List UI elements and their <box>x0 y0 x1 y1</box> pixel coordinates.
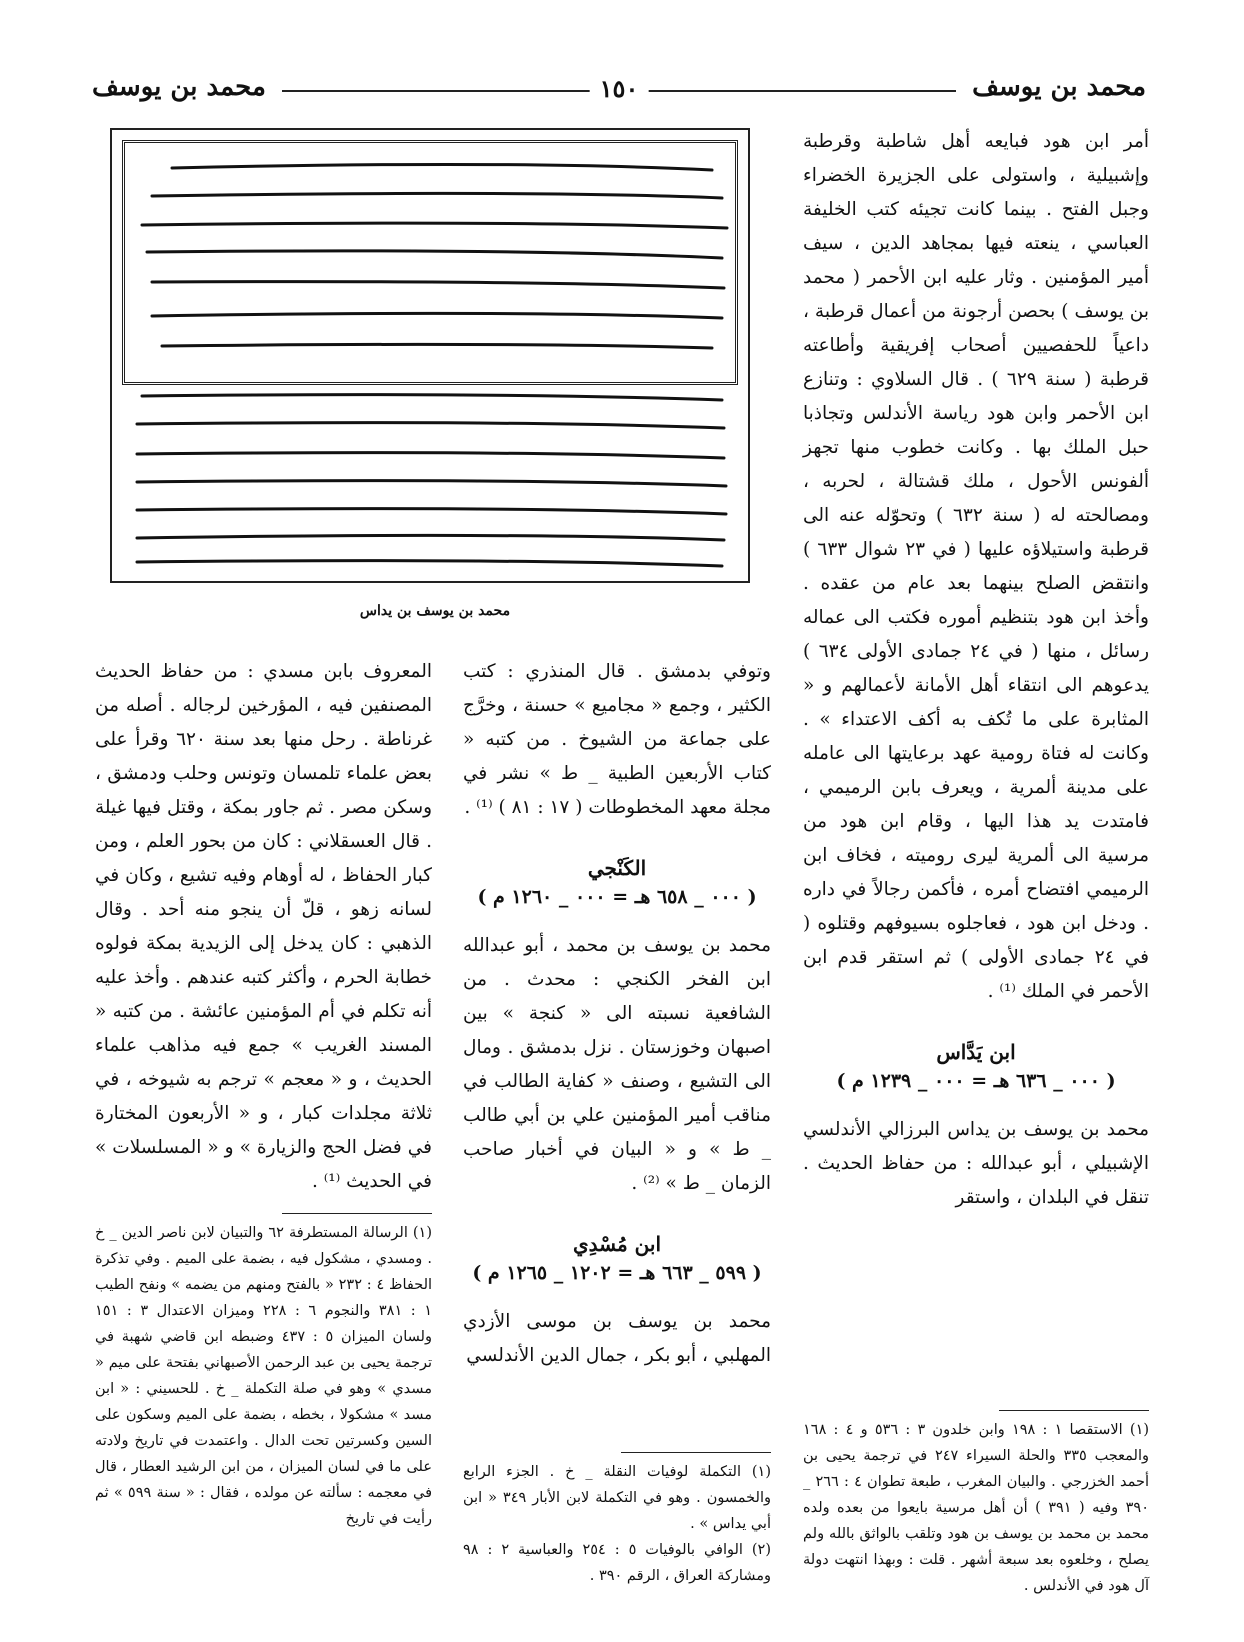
column-left <box>95 655 432 1199</box>
image-caption: محمد بن يوسف بن يداس <box>359 603 511 619</box>
body-text: وتوفي بدمشق . قال المنذري : كتب الكثير ، وجمع « مجاميع » حسنة ، وخرَّج على جماعة من الشيوخ . من كتبه « كتاب الأربعين الطبية _ ط » نشر في مجلة معهد المخطوطات ( ١٧ : ٨١ ) ⁽¹⁾ . <box>463 661 771 818</box>
entry-dates: ( ٥٩٩ _ ٦٦٣ هـ = ١٢٠٢ _ ١٢٦٥ م ) <box>472 1262 762 1284</box>
footnote-rule <box>621 1452 771 1453</box>
footnotes-right <box>803 1400 1149 1599</box>
footnote: (١) الاستقصا ١ : ١٩٨ وابن خلدون ٣ : ٥٣٦ و ٤ : ١٦٨ والمعجب ٣٣٥ والحلة السيراء ٢٤٧ في ترجمة يحيى بن أحمد الخزرجي . والبيان المغرب ، طبعة تطوان ٤ : ٢٦٦ _ ٣٩٠ وفيه ( ٣٩١ ) أن أهل مرسية بايعوا من بعده ولده محمد بن محمد بن يوسف بن هود وتلقب بالواثق بالله ولم يصلح ، وخلعوه بعد سبعة أشهر . قلت : وبهذا انتهت دولة آل هود في الأندلس . <box>803 1422 1150 1594</box>
running-title-right: محمد بن يوسف <box>972 72 1146 102</box>
body-text: محمد بن يوسف بن يداس البرزالي الأندلسي الإشبيلي ، أبو عبدالله : من حفاظ الحديث . تنقل في البلدان ، واستقر <box>803 1119 1149 1208</box>
manuscript-image <box>110 128 750 583</box>
column-middle <box>463 655 771 1373</box>
page-header <box>92 72 1146 112</box>
body-text: محمد بن يوسف بن محمد ، أبو عبدالله ابن الفخر الكنجي : محدث . من الشافعية نسبته الى « كنجة » بين اصبهان وخوزستان . نزل بدمشق . ومال الى التشيع ، وصنف « كفاية الطالب في مناقب أمير المؤمنين علي بن أبي طالب _ ط » و « البيان في أخبار صاحب الزمان _ ط » ⁽²⁾ . <box>463 935 771 1194</box>
body-text: محمد بن يوسف بن موسى الأزدي المهلبي ، أبو بكر ، جمال الدين الأندلسي <box>463 1311 771 1366</box>
header-rule-left <box>282 90 606 92</box>
entry-heading: ابن مُسْدِي <box>572 1232 662 1256</box>
header-rule-right <box>632 90 956 92</box>
entry-dates: ( ٠٠٠ _ ٦٣٦ هـ = ٠٠٠ _ ١٢٣٩ م ) <box>836 1070 1116 1092</box>
body-text: المعروف بابن مسدي : من حفاظ الحديث المصنفين فيه ، المؤرخين لرجاله . أصله من غرناطة . رحل منها بعد سنة ٦٢٠ وقرأ على بعض علماء تلمسان وتونس وحلب ودمشق ، وسكن مصر . ثم جاور بمكة ، وقتل فيها غيلة . قال العسقلاني : كان من بحور العلم ، ومن كبار الحفاظ ، له أوهام وفيه تشيع ، وكان في لسانه زهو ، قلّ أن ينجو منه أحد . وقال الذهبي : كان يدخل إلى الزيدية بمكة فولوه خطابة الحرم ، وأكثر كتبه عندهم . وأخذ عليه أنه تكلم في أم المؤمنين عائشة . من كتبه « المسند الغريب » جمع فيه مذاهب علماء الحديث ، و « معجم » ترجم به شيوخه ، في ثلاثة مجلدات كبار ، و « الأربعون المختارة في فضل الحج والزيارة » و « المسلسلات » في الحديث ⁽¹⁾ . <box>95 661 432 1192</box>
column-right <box>803 125 1149 1215</box>
footnotes-left <box>95 1203 432 1532</box>
running-title-left: محمد بن يوسف <box>92 72 266 102</box>
footnote-rule <box>282 1213 432 1214</box>
footnote-rule <box>999 1410 1149 1411</box>
footnote: (٢) الوافي بالوفيات ٥ : ٢٥٤ والعباسية ٢ : ٩٨ ومشاركة العراق ، الرقم ٣٩٠ . <box>463 1542 771 1584</box>
footnote: (١) الرسالة المستطرفة ٦٢ والتبيان لابن ناصر الدين _ خ . ومسدي ، مشكول فيه ، بضمة على الميم . وفي تذكرة الحفاظ ٤ : ٢٣٢ « بالفتح ومنهم من يضمه » ونفح الطيب ١ : ٣٨١ والنجوم ٦ : ٢٢٨ وميزان الاعتدال ٣ : ١٥١ ولسان الميزان ٥ : ٤٣٧ وضبطه ابن قاضي شهبة في ترجمة يحيى بن عبد الرحمن الأصبهاني بفتحة على ميم « مسدي » وهو في صلة التكملة _ خ . للحسيني : « ابن مسد » مشكولا ، بخطه ، بضمة على الميم وسكون على السين وكسرتين تحت الدال . واعتمدت في تاريخ ولادته على ما في لسان الميزان ، من ابن الرشيد العطار ، قال في معجمه : سألته عن مولده ، فقال : « سنة ٥٩٩ » ثم رأيت في تاريخ <box>95 1225 433 1527</box>
entry-dates: ( ٠٠٠ _ ٦٥٨ هـ = ٠٠٠ _ ١٢٦٠ م ) <box>477 886 757 908</box>
entry-heading: الكَنْجي <box>587 856 647 880</box>
entry-heading: ابن يَدَّاس <box>936 1040 1016 1064</box>
page-number: ١٥٠ <box>590 74 649 103</box>
manuscript-scribbles <box>112 130 750 583</box>
footnotes-middle <box>463 1442 771 1589</box>
footnote: (١) التكملة لوفيات النقلة _ خ . الجزء الرابع والخمسون . وهو في التكملة لابن الأبار ٣٤٩ « ابن أبي يداس » . <box>463 1464 771 1532</box>
body-text: أمر ابن هود فبايعه أهل شاطبة وقرطبة وإشبيلية ، واستولى على الجزيرة الخضراء وجبل الفتح . بينما كانت تجيئه كتب الخليفة العباسي ، ينعته فيها بمجاهد الدين ، سيف أمير المؤمنين . وثار عليه ابن الأحمر ( محمد بن يوسف ) بحصن أرجونة من أعمال قرطبة ، داعياً للحفصيين أصحاب إفريقية وأطاعته قرطبة ( سنة ٦٢٩ ) . قال السلاوي : وتنازع ابن الأحمر وابن هود رياسة الأندلس وتجاذبا حبل الملك بها . وكانت خطوب منها تجهز ألفونس الأحول ، ملك قشتالة ، لحربه ، ومصالحته له ( سنة ٦٣٢ ) وتحوّله عنه الى قرطبة واستيلاؤه عليها ( في ٢٣ شوال ٦٣٣ ) وانتقض الصلح بينهما بعد عام من عقده . وأخذ ابن هود بتنظيم أموره فكتب الى عماله رسائل ، منها ( في ٢٤ جمادى الأولى ٦٣٤ ) يدعوهم الى انتقاء أهل الأمانة لأعمالهم و « المثابرة على ما تُكف به أكف الاعتداء » . وكانت له فتاة رومية عهد برعايتها الى عامله على مدينة ألمرية ، ويعرف بابن الرميمي ، فامتدت يد هذا اليها ، وقام ابن هود من مرسية الى ألمرية ليرى روميته ، فخاف ابن الرميمي افتضاح أمره ، فأكمن رجالاً في داره . ودخل ابن هود ، فعاجلوه بسيوفهم وقتلوه ( في ٢٤ جمادى الأولى ) ثم استقر قدم ابن الأحمر في الملك ⁽¹⁾ . <box>803 131 1150 1002</box>
